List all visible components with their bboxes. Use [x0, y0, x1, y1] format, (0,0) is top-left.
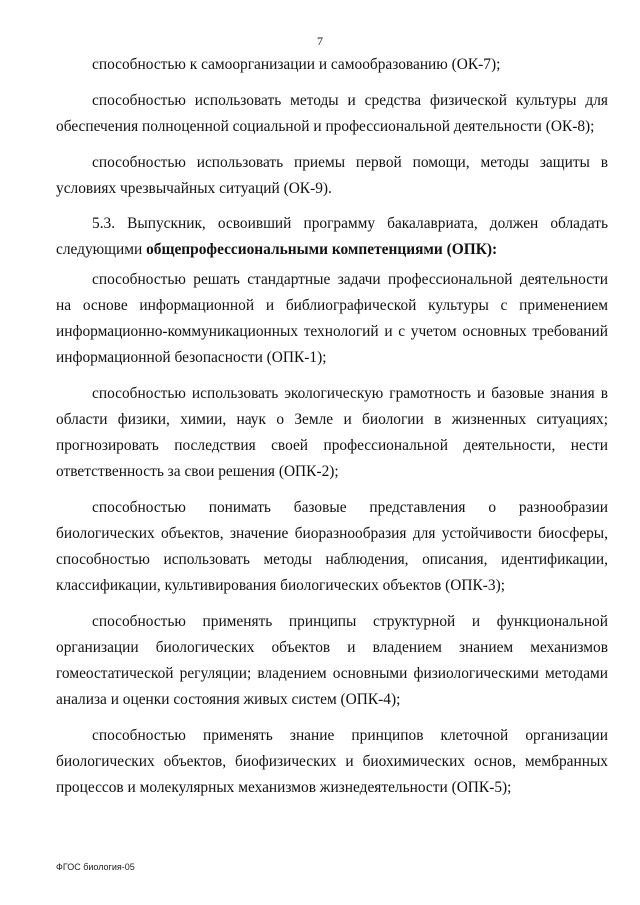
- document-body: [56, 52, 608, 801]
- section-5-3-bold-heading: общепрофессиональными компетенциями (ОПК):: [146, 241, 498, 258]
- paragraph-opk-2: способностью использовать экологическую грамотность и базовые знания в области физики, химии, наук о Земле и биологии в жизненных ситуациях; прогнозировать последствия своей профессиональной деятельности, нести ответственность за свои решения (ОПК-2);: [56, 385, 608, 480]
- paragraph-opk-3: способностью понимать базовые представления о разнообразии биологических объектов, значение биоразнообразия для устойчивости биосферы, способностью использовать методы наблюдения, описания, идентификации, классификации, культивирования биологических объектов (ОПК-3);: [56, 499, 608, 594]
- page-number: 7: [317, 34, 323, 48]
- footer-document-code: ФГОС биология-05: [56, 862, 135, 872]
- paragraph-opk-4: способностью применять принципы структурной и функциональной организации биологических объектов и владением знанием механизмов гомеостатической регуляции; владением основными физиологическими методами анализа и оценки состояния живых систем (ОПК-4);: [56, 613, 608, 708]
- paragraph-opk-5: способностью применять знание принципов клеточной организации биологических объектов, биофизических и биохимических основ, мембранных процессов и молекулярных механизмов жизнедеятельности (ОПК-5);: [56, 727, 608, 796]
- paragraph-ok-7: способностью к самоорганизации и самообразованию (ОК-7);: [92, 56, 501, 73]
- paragraph-ok-8: способностью использовать методы и средства физической культуры для обеспечения полноценной социальной и профессиональной деятельности (ОК-8);: [56, 92, 608, 135]
- section-5-3-text: 5.3. Выпускник, освоивший программу бакалавриата, должен обладать следующими: [56, 215, 608, 258]
- paragraph-section-5-3: [56, 211, 608, 263]
- paragraph-opk-1: способностью решать стандартные задачи профессиональной деятельности на основе информационной и библиографической культуры с применением информационно-коммуникационных технологий и с учетом основных требований информационной безопасности (ОПК-1);: [56, 271, 608, 366]
- paragraph-ok-9: способностью использовать приемы первой помощи, методы защиты в условиях чрезвычайных ситуаций (ОК-9).: [56, 154, 608, 197]
